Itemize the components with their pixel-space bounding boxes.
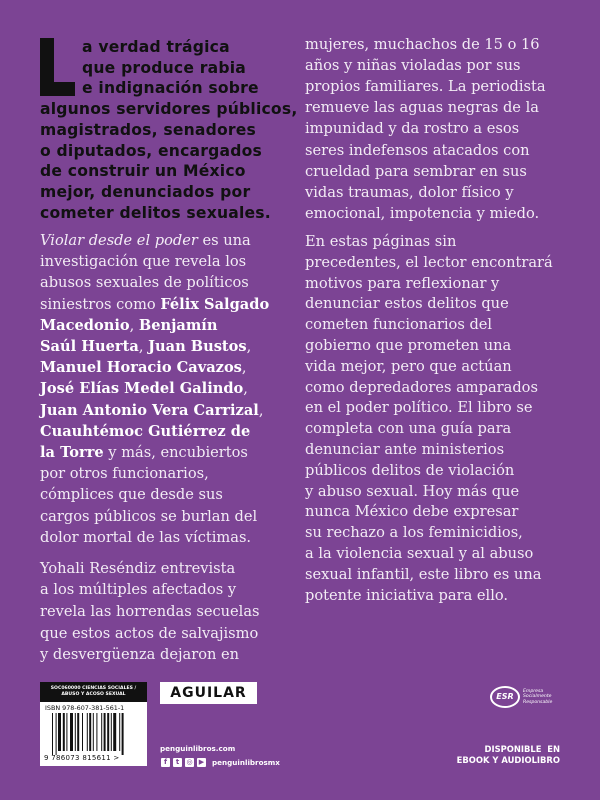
body-line: sexual infantil, este libro es una bbox=[305, 565, 542, 583]
body-line: y abuso sexual. Hoy más que bbox=[305, 482, 520, 500]
text-segment: , bbox=[243, 380, 248, 398]
barcode-bar bbox=[107, 713, 109, 751]
body-line bbox=[40, 581, 236, 598]
heading-line: a verdad trágica bbox=[82, 38, 230, 56]
body-line: crueldad para sembrar en sus bbox=[305, 162, 527, 180]
barcode-bar bbox=[113, 713, 116, 751]
body-line bbox=[40, 603, 260, 620]
publisher-logo: AGUILAR bbox=[160, 682, 257, 704]
esr-line-2: Socialmente bbox=[523, 694, 552, 700]
barcode-bar bbox=[66, 713, 67, 751]
heading-line: magistrados, senadores bbox=[40, 120, 257, 139]
text-segment: , bbox=[241, 359, 247, 377]
text-segment: , bbox=[138, 338, 149, 355]
body-line bbox=[40, 444, 248, 461]
barcode-bar bbox=[58, 713, 61, 751]
text-segment: cómplices que desde sus bbox=[40, 486, 223, 504]
body-line bbox=[40, 625, 258, 642]
politician-name: Manuel Horacio Cavazos bbox=[40, 359, 242, 377]
politician-name: Juan Antonio Vera Carrizal bbox=[40, 401, 259, 419]
category-line-1: SOC060000 CIENCIAS SOCIALES / bbox=[50, 686, 137, 691]
text-segment: investigación que revela los bbox=[40, 253, 247, 271]
text-segment: cargos públicos se burlan del bbox=[40, 507, 258, 525]
esr-line-3: Responsable bbox=[523, 699, 553, 705]
body-line: seres indefensos atacados con bbox=[305, 141, 530, 159]
text-segment: abusos sexuales de políticos bbox=[40, 274, 249, 292]
barcode-bar bbox=[75, 713, 76, 751]
body-line bbox=[40, 232, 251, 249]
politician-name: Saúl Huerta bbox=[40, 338, 139, 355]
heading-line: mejor, denunciados por bbox=[40, 182, 251, 201]
body-line bbox=[40, 380, 248, 397]
body-line: gobierno que prometen una bbox=[305, 337, 512, 354]
barcode-bar bbox=[101, 713, 102, 751]
body-line: vidas traumas, dolor físico y bbox=[305, 183, 514, 201]
barcode-bar bbox=[87, 713, 88, 751]
availability-note bbox=[457, 744, 560, 766]
politician-name: Benjamín bbox=[138, 316, 218, 334]
text-segment: , bbox=[129, 316, 139, 334]
heading-line: de construir un México bbox=[40, 162, 246, 181]
body-line: a la violencia sexual y al abuso bbox=[305, 545, 534, 562]
barcode-label bbox=[40, 682, 147, 766]
body-line: remueve las aguas negras de la bbox=[305, 99, 539, 117]
heading-line: cometer delitos sexuales. bbox=[40, 203, 271, 222]
esr-mark: ESR bbox=[490, 686, 520, 708]
body-line: completa con una guía para bbox=[305, 420, 512, 438]
body-line: precedentes, el lector encontrará bbox=[305, 253, 553, 271]
text-segment: , bbox=[246, 338, 252, 355]
body-line bbox=[40, 423, 250, 440]
text-segment: dolor mortal de las víctimas. bbox=[40, 528, 252, 546]
body-line bbox=[40, 338, 251, 355]
body-line bbox=[40, 560, 235, 577]
esr-text bbox=[523, 689, 552, 705]
barcode-bars bbox=[52, 713, 142, 755]
body-line: cometen funcionarios del bbox=[305, 316, 493, 334]
text-segment: , bbox=[258, 401, 264, 419]
barcode-bar bbox=[122, 713, 124, 755]
twitter-icon[interactable]: t bbox=[173, 758, 182, 767]
facebook-icon[interactable]: f bbox=[161, 758, 170, 767]
body-line bbox=[40, 646, 239, 663]
instagram-icon[interactable]: ◎ bbox=[186, 758, 193, 766]
body-line: emocional, impotencia y miedo. bbox=[305, 204, 540, 222]
esr-logo bbox=[490, 686, 552, 708]
body-line: en el poder político. El libro se bbox=[305, 399, 533, 417]
body-line bbox=[40, 296, 269, 313]
availability-line-2: EBOOK Y AUDIOLIBRO bbox=[456, 755, 560, 765]
text-segment: y más, encubiertos bbox=[103, 444, 248, 461]
body-line bbox=[40, 486, 223, 503]
text-segment: siniestros como bbox=[40, 295, 161, 313]
body-line: vida mejor, pero que actúan bbox=[305, 357, 512, 375]
body-line: En estas páginas sin bbox=[305, 233, 457, 250]
body-line: nunca México debe expresar bbox=[305, 503, 519, 521]
text-segment: Yohali Reséndiz entrevista bbox=[40, 559, 236, 577]
body-line: como depredadores amparados bbox=[305, 378, 538, 396]
drop-cap-letter bbox=[40, 38, 75, 96]
barcode-bar bbox=[52, 713, 53, 755]
body-line: públicos delitos de violación bbox=[305, 461, 515, 479]
text-segment: es una bbox=[197, 232, 251, 249]
category-line-2: ABUSO Y ACOSO SEXUAL bbox=[61, 692, 126, 697]
body-line bbox=[40, 253, 246, 270]
text-segment: a los múltiples afectados y bbox=[40, 581, 237, 599]
body-line: años y niñas violadas por sus bbox=[305, 57, 521, 75]
body-line: su rechazo a los feminicidios, bbox=[305, 524, 523, 542]
barcode-bar bbox=[82, 713, 83, 751]
body-line: potente iniciativa para ello. bbox=[305, 586, 509, 604]
barcode-bar bbox=[56, 713, 57, 755]
body-line: denunciar estos delitos que bbox=[305, 295, 509, 313]
category-label bbox=[40, 682, 147, 702]
body-line bbox=[40, 402, 263, 419]
body-line: motivos para reflexionar y bbox=[305, 274, 500, 292]
body-line: denunciar ante ministerios bbox=[305, 441, 505, 458]
body-line bbox=[40, 465, 209, 482]
barcode-bar bbox=[119, 713, 120, 751]
body-line: propios familiares. La periodista bbox=[305, 78, 546, 96]
politician-name: Cuauhtémoc Gutiérrez de bbox=[40, 422, 251, 440]
politician-name: Juan Bustos bbox=[148, 338, 247, 355]
body-line bbox=[40, 529, 251, 546]
body-line bbox=[40, 508, 257, 525]
heading-line: e indignación sobre bbox=[82, 79, 259, 98]
text-segment: que estos actos de salvajismo bbox=[40, 624, 259, 642]
barcode-bar bbox=[96, 713, 97, 751]
politician-name: Macedonio bbox=[40, 316, 130, 334]
text-segment: y desvergüenza dejaron en bbox=[40, 646, 240, 664]
politician-name: la Torre bbox=[40, 444, 104, 461]
body-line bbox=[40, 274, 249, 291]
book-title: Violar desde el poder bbox=[40, 232, 198, 249]
body-line bbox=[40, 317, 217, 334]
barcode-bar bbox=[70, 713, 73, 751]
body-line: mujeres, muchachos de 15 o 16 bbox=[305, 36, 540, 53]
text-segment: por otros funcionarios, bbox=[40, 465, 209, 483]
isbn-text: ISBN 978-607-381-561-1 bbox=[45, 704, 125, 712]
social-links bbox=[161, 758, 280, 767]
barcode-bar bbox=[77, 713, 79, 751]
availability-line-1: DISPONIBLE EN bbox=[484, 744, 560, 754]
heading-line: algunos servidores públicos, bbox=[40, 100, 298, 119]
body-line: impunidad y da rostro a esos bbox=[305, 120, 520, 138]
politician-name: Félix Salgado bbox=[160, 295, 270, 313]
barcode-bar bbox=[111, 713, 112, 751]
heading-line: que produce rabia bbox=[82, 58, 246, 77]
text-segment: revela las horrendas secuelas bbox=[40, 602, 260, 620]
youtube-icon[interactable]: ▶ bbox=[198, 758, 205, 766]
esr-line-1: Empresa bbox=[523, 688, 544, 694]
politician-name: José Elías Medel Galindo bbox=[40, 380, 244, 398]
barcode-bar bbox=[63, 713, 65, 751]
body-line bbox=[40, 359, 247, 376]
barcode-bar bbox=[93, 713, 94, 751]
website-link[interactable]: penguinlibros.com bbox=[160, 744, 236, 753]
barcode-bar bbox=[104, 713, 106, 751]
barcode-bar bbox=[89, 713, 91, 751]
barcode-digits: 9 786073 815611 > bbox=[44, 754, 120, 762]
social-handle[interactable]: penguinlibrosmx bbox=[212, 758, 280, 767]
heading-line: o diputados, encargados bbox=[40, 141, 262, 160]
